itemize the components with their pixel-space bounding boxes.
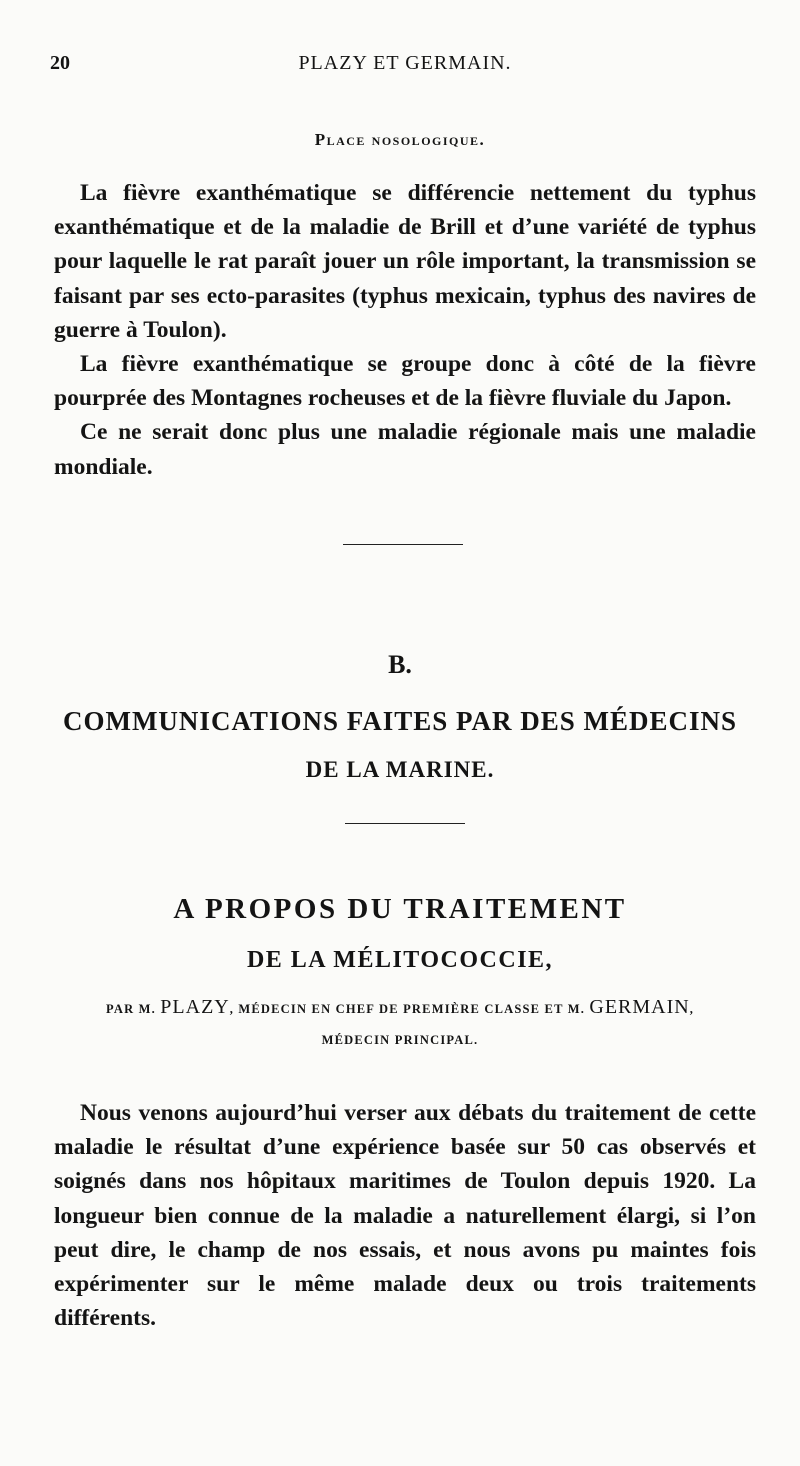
part-title-line-2: DE LA MARINE. bbox=[305, 757, 495, 782]
article-title-line-1: A PROPOS DU TRAITEMENT bbox=[173, 893, 627, 925]
article-title-line-2: DE LA MÉLITOCOCCIE, bbox=[246, 947, 554, 973]
paragraph: Nous venons aujourd’hui verser aux débats du traitement de cette maladie le résultat d’une expérience basée sur 50 cas observés et soignés dans nos hôpitaux maritimes de Toulon depuis 1920. La longueur bien connue de la maladie a naturellement élargi, si l’on peut dire, le champ de nos essais, et nous avons pu maintes fois expérimenter sur le même malade deux ou trois traitements différents. bbox=[54, 1100, 756, 1332]
running-head: PLAZY ET GERMAIN. bbox=[298, 52, 512, 74]
page-header bbox=[50, 52, 760, 82]
separator-rule bbox=[343, 544, 463, 545]
author-name: PLAZY bbox=[160, 996, 230, 1018]
part-letter: B. bbox=[388, 650, 412, 679]
paragraph: La fièvre exanthématique se groupe donc à côté de la fièvre pourprée des Montagnes rocheuses et de la fièvre fluviale du Japon. bbox=[54, 351, 756, 412]
part-title-line-1: COMMUNICATIONS FAITES PAR DES MÉDECINS bbox=[62, 706, 738, 736]
author-role: MÉDECIN PRINCIPAL. bbox=[321, 1033, 479, 1047]
separator-rule bbox=[345, 823, 465, 824]
text-block-nosology bbox=[54, 176, 756, 484]
author-role: , MÉDECIN EN CHEF DE PREMIÈRE CLASSE ET M. bbox=[229, 1002, 586, 1016]
paragraph: Ce ne serait donc plus une maladie régionale mais une maladie mondiale. bbox=[54, 419, 756, 480]
text-block-article bbox=[54, 1096, 756, 1335]
author-name: GERMAIN bbox=[589, 996, 690, 1018]
byline-par: PAR M. bbox=[105, 1002, 156, 1016]
byline-punctuation: , bbox=[689, 1002, 695, 1016]
paragraph: La fièvre exanthématique se différencie nettement du typhus exanthématique et de la maladie de Brill et d’une variété de typhus pour laquelle le rat paraît jouer un rôle important, la transmission se faisant par ses ecto-parasites (typhus mexicain, typhus des navires de guerre à Toulon). bbox=[54, 180, 756, 343]
section-heading: Place nosologique. bbox=[314, 130, 486, 149]
article-byline bbox=[0, 996, 800, 1019]
page-number: 20 bbox=[50, 52, 70, 74]
